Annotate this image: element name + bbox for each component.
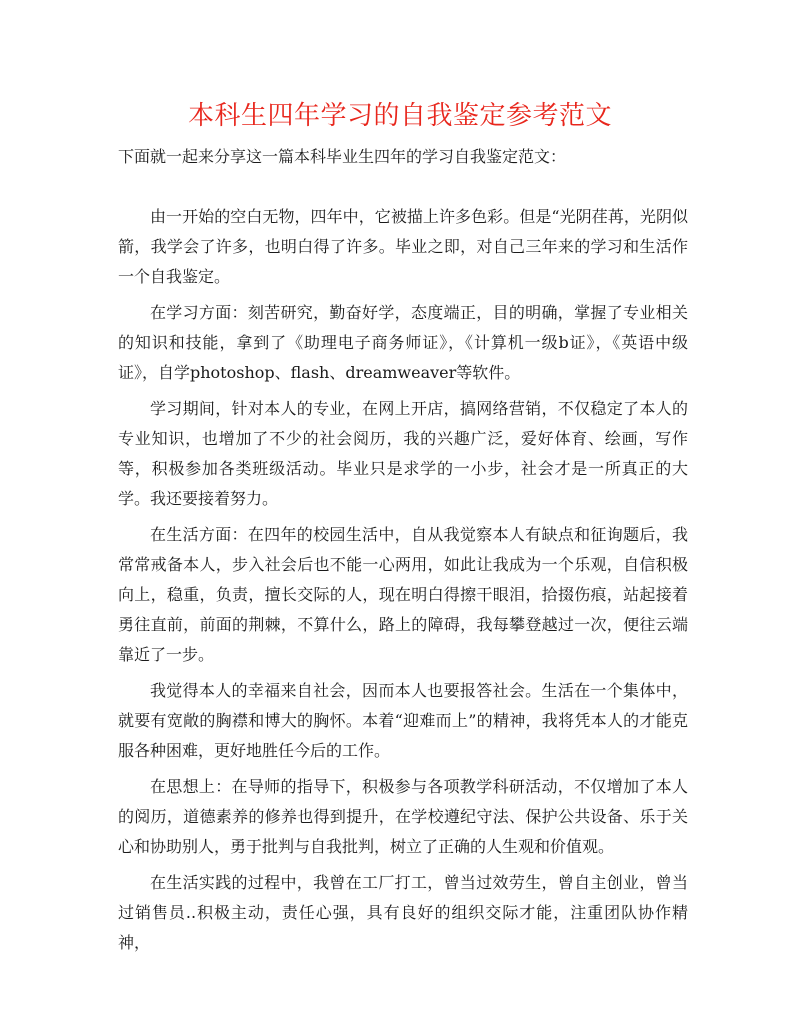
body-paragraph-6: 在思想上：在导师的指导下，积极参与各项教学科研活动，不仅增加了本人的阅历，道德素养的修养也得到提升，在学校遵纪守法、保护公共设备、乐于关心和协助别人，勇于批判与自我批判，树立了正确的人生观和价值观。: [118, 777, 688, 856]
blank-line: [118, 172, 688, 202]
body-paragraph-4: 在生活方面：在四年的校园生活中，自从我觉察本人有缺点和征询题后，我常常戒备本人，步入社会后也不能一心两用，如此让我成为一个乐观，自信积极向上，稳重，负责，擅长交际的人，现在明白得擦干眼泪，拾掇伤痕，站起接着勇往直前，前面的荆棘，不算什么，路上的障碍，我每攀登越过一次，便往云端靠近了一步。: [118, 525, 688, 664]
body-paragraph-1: 由一开始的空白无物，四年中，它被描上许多色彩。但是“光阴荏苒，光阴似箭，我学会了许多，也明白得了许多。毕业之即，对自己三年来的学习和生活作一个自我鉴定。: [118, 207, 688, 286]
body-paragraph-2: 在学习方面：刻苦研究，勤奋好学，态度端正，目的明确，掌握了专业相关的知识和技能，拿到了《助理电子商务师证》，《计算机一级b证》，《英语中级证》，自学photoshop、flash、dreamweaver等软件。: [118, 303, 688, 382]
body-paragraph-7: 在生活实践的过程中，我曾在工厂打工，曾当过效劳生，曾自主创业，曾当过销售员..积极主动，责任心强，具有良好的组织交际才能，注重团队协作精神，: [118, 873, 688, 952]
intro-paragraph: 下面就一起来分享这一篇本科毕业生四年的学习自我鉴定范文：: [118, 147, 567, 166]
body-paragraph-5: 我觉得本人的幸福来自社会，因而本人也要报答社会。生活在一个集体中，就要有宽敞的胸襟和博大的胸怀。本着“迎难而上”的精神，我将凭本人的才能克服各种困难，更好地胜任今后的工作。: [118, 681, 688, 760]
document-body: [118, 142, 688, 964]
document-title: 本科生四年学习的自我鉴定参考范文: [187, 101, 612, 131]
body-paragraph-3: 学习期间，针对本人的专业，在网上开店，搞网络营销，不仅稳定了本人的专业知识，也增加了不少的社会阅历，我的兴趣广泛，爱好体育、绘画，写作等，积极参加各类班级活动。毕业只是求学的一小步，社会才是一所真正的大学。我还要接着努力。: [118, 399, 688, 508]
